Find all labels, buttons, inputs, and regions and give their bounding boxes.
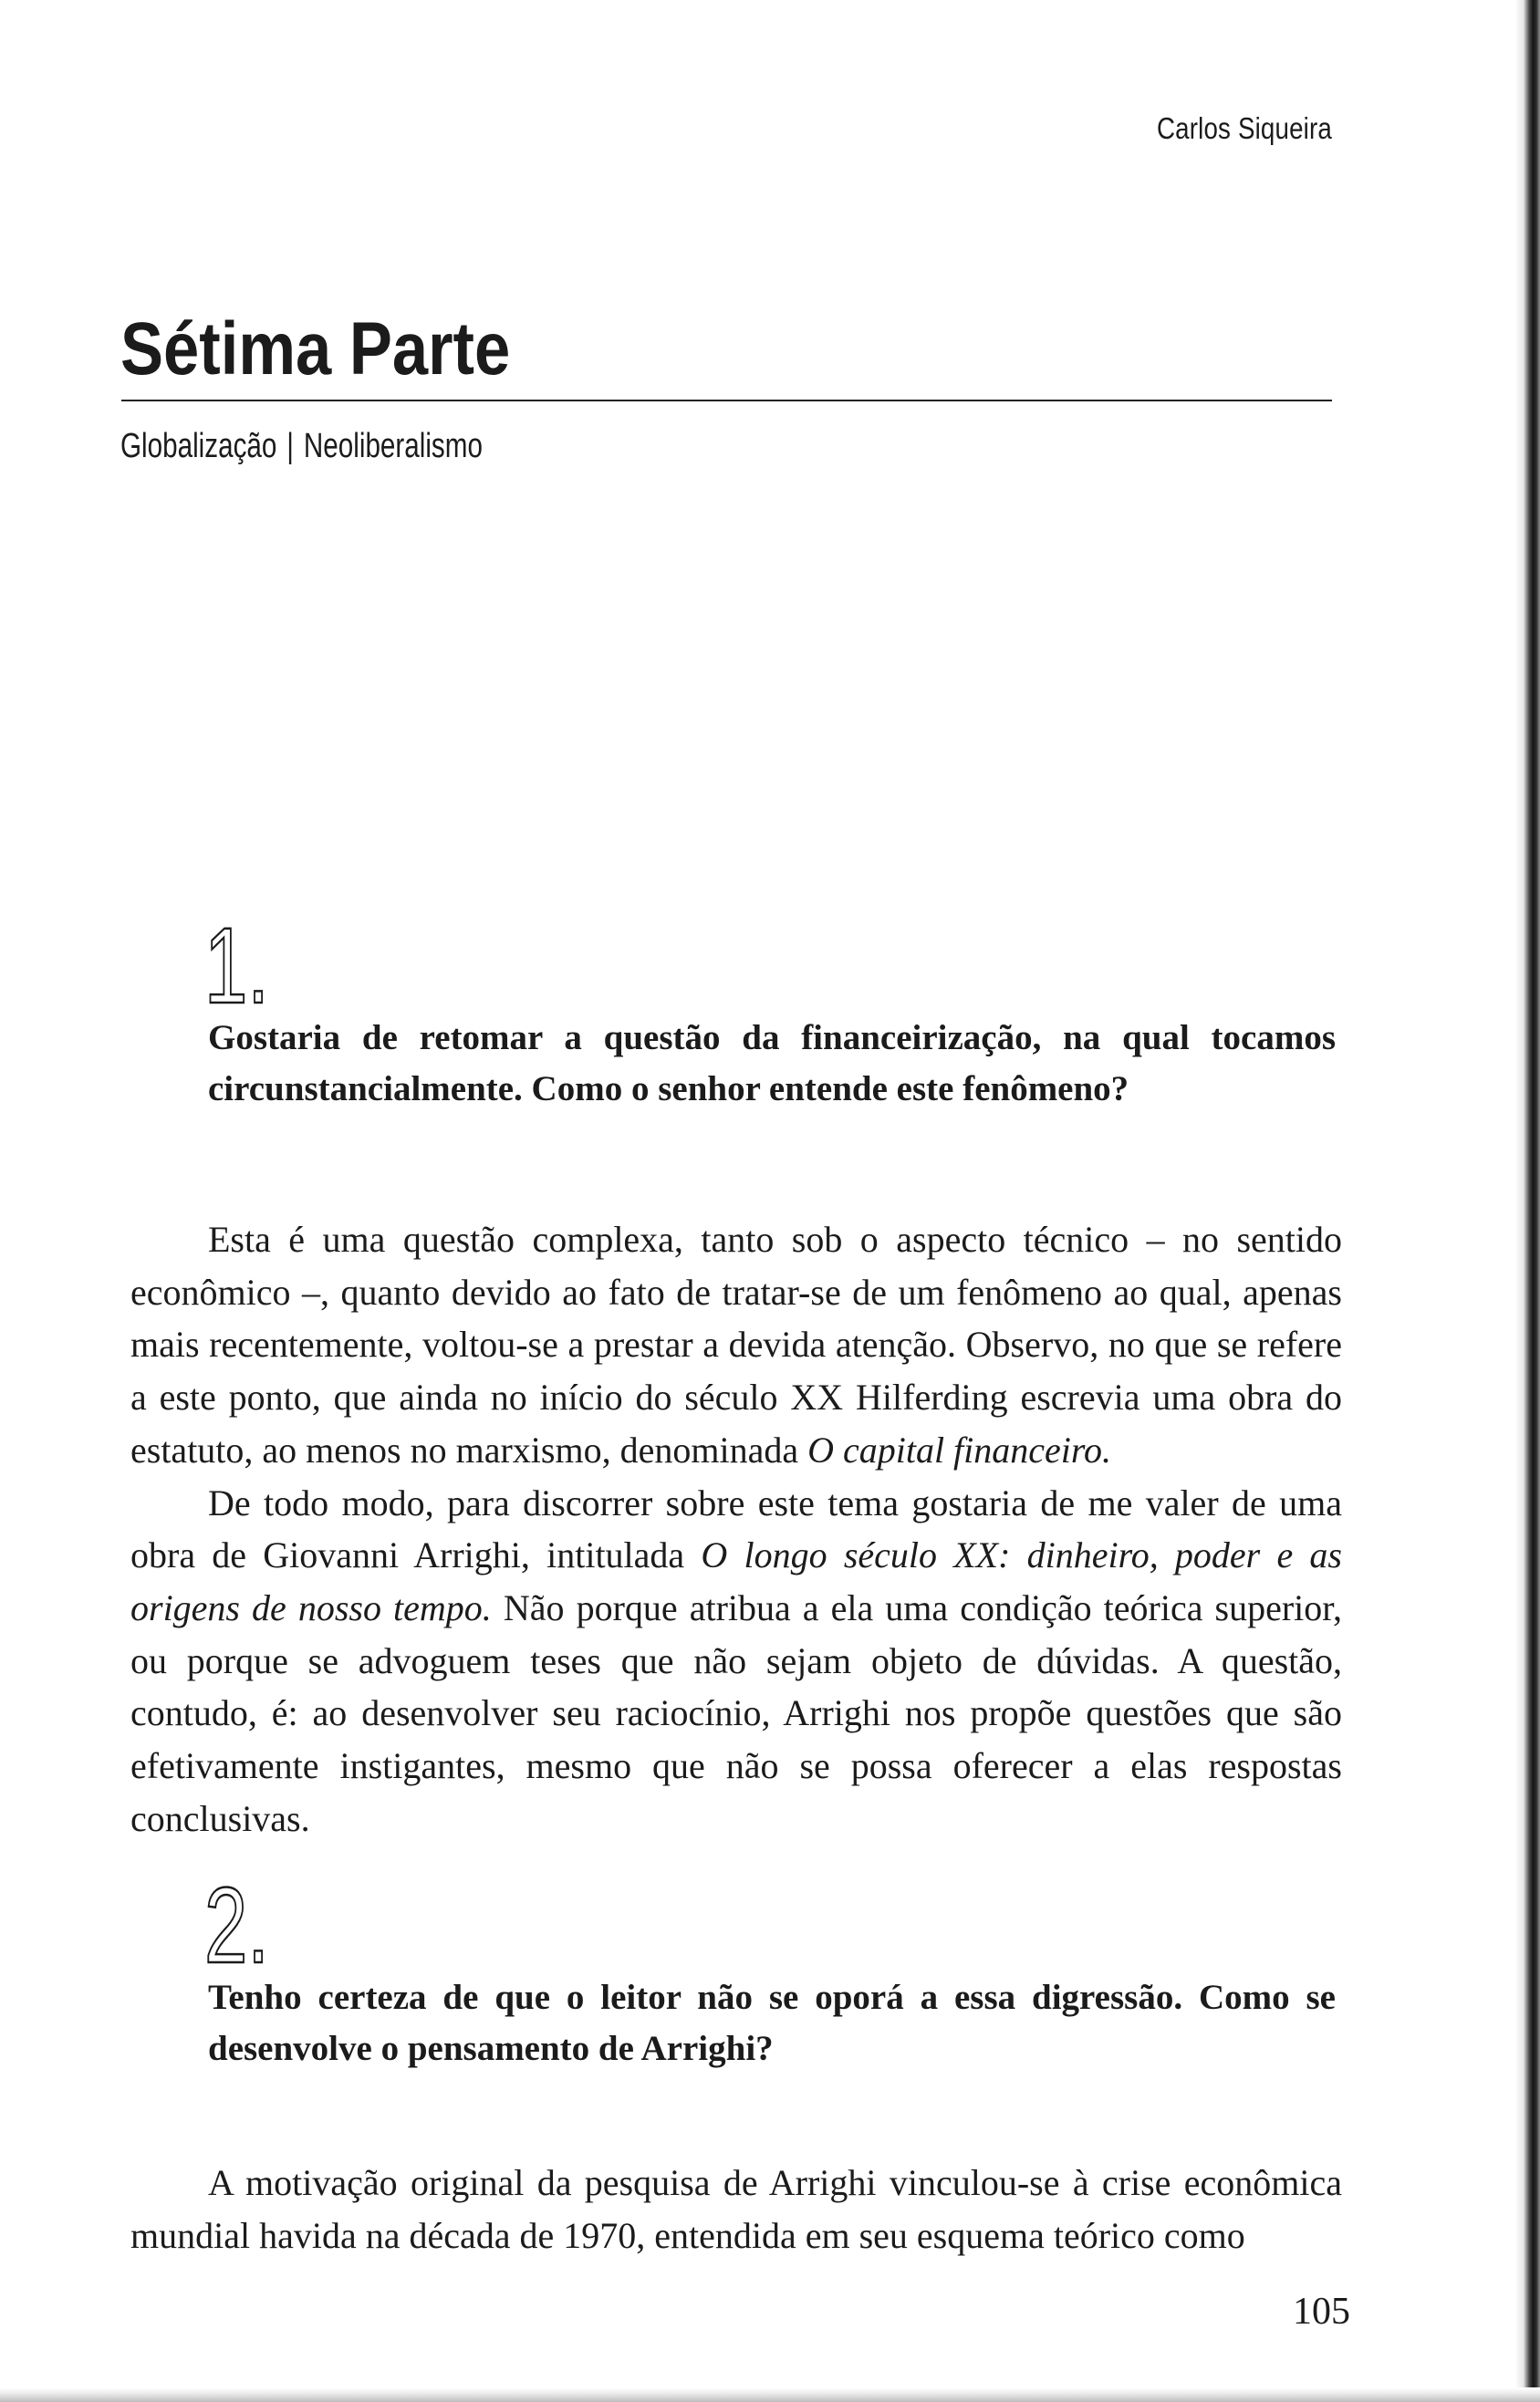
page-number: 105 xyxy=(1293,2291,1350,2333)
italic-title: O capital financeiro. xyxy=(807,1429,1111,1471)
text-run: Não porque atribua a ela uma condição teórica superior, ou porque se advoguem teses que não sejam objeto de dúvidas. A questão, contudo, é: ao desenvolver seu raciocínio, Arrighi nos propõe questões que são efetivamente instigantes, mesmo que não se possa oferecer a elas respostas conclusivas. xyxy=(130,1586,1342,1839)
question-2: Tenho certeza de que o leitor não se oporá a essa digressão. Como se desenvolve o pensamento de Arrighi? xyxy=(208,1978,1336,2068)
text-run: A motivação original da pesquisa de Arrighi vinculou-se à crise econômica mundial havida na década de 1970, entendida em seu esquema teórico como xyxy=(130,2162,1342,2256)
part-keywords xyxy=(120,427,483,466)
answer-1-paragraph xyxy=(130,1477,1342,1846)
keyword-neoliberalismo: Neoliberalismo xyxy=(303,427,483,465)
part-title: Sétima Parte xyxy=(120,307,511,390)
section-number-2: 2. xyxy=(204,1866,269,1986)
section-number-1: 1. xyxy=(204,906,269,1026)
book-binding-edge xyxy=(1516,0,1540,2402)
keyword-separator: | xyxy=(286,427,294,465)
keyword-globalizacao: Globalização xyxy=(120,427,277,465)
question-1: Gostaria de retomar a questão da financeirização, na qual tocamos circunstancialmente. Como o senhor entende este fenômeno? xyxy=(208,1018,1336,1108)
answer-1 xyxy=(130,1213,1342,1845)
running-header-author: Carlos Siqueira xyxy=(1156,111,1332,145)
italic-title: O longo século XX: dinheiro, poder e as origens de nosso tempo. xyxy=(130,1534,1342,1628)
text-run: Esta é uma questão complexa, tanto sob o aspecto técnico – no sentido econômico –, quanto devido ao fato de tratar-se de um fenômeno ao qual, apenas mais recentemente, voltou-se a prestar a devida atenção. Observo, no que se refere a este ponto, que ainda no início do século XX Hilferding escrevia uma obra do estatuto, ao menos no marxismo, denominada xyxy=(130,1219,1342,1471)
answer-2-paragraph xyxy=(130,2157,1342,2262)
title-rule xyxy=(121,400,1332,401)
page-bottom-edge xyxy=(0,2387,1540,2402)
text-run: De todo modo, para discorrer sobre este tema gostaria de me valer de uma obra de Giovanni Arrighi, intitulada xyxy=(130,1482,1342,1576)
answer-1-paragraph xyxy=(130,1213,1342,1477)
answer-2 xyxy=(130,2157,1342,2262)
